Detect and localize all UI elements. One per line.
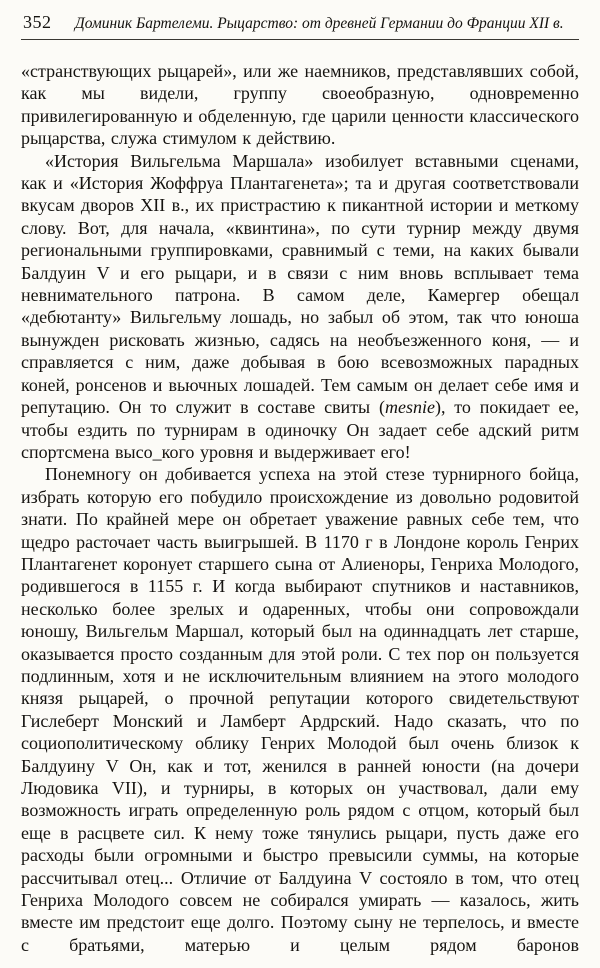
body-text — [21, 60, 579, 956]
text-run: «История Вильгельма Маршала» изобилует вставными сценами, как и «История Жоффруа Плантагенета»; та и другая соответствовали вкусам дворов XII в., их пристрастию к пикантной истории и меткому слову. Вот, для начала, «квинтина», по сути турнир между двумя региональными группировками, сравнимый с теми, на каких бывали Балдуин V и его рыцари, и в связи с ним вновь всплывает тема невнимательного патрона. В самом деле, Камергер обещал «дебютанту» Вильгельму лошадь, но забыл об этом, так что юноша вынужден рисковать жизнью, садясь на необъезженного коня, — и справляется с ним, даже добывая в бою всевозможных парадных коней, ронсенов и вьючных лошадей. Тем самым он делает себе имя и репутацию. Он то служит в составе свиты ( — [21, 150, 579, 418]
page-number: 352 — [23, 12, 52, 32]
text-run: ), то покидает ее, чтобы ездить по турнирам в одиночку Он задает себе адский ритм спортсмена высо_кого уровня и выдерживает его! — [21, 397, 579, 462]
text-run: Понемногу он добивается успеха на этой стезе турнирного бойца, избрать которую его побудило происхождение из довольно родовитой знати. По крайней мере он обретает уважение равных себе тем, что щедро расточает часть выигрышей. В 1170 г в Лондоне король Генрих Плантагенет коронует старшего сына от Алиеноры, Генриха Молодого, родившегося в 1155 г. И когда выбирают спутников и наставников, несколько более зрелых и одаренных, чтобы они сопровождали юношу, Вильгельм Маршал, который был на одиннадцать лет старше, оказывается просто созданным для этой роли. С тех пор он пользуется подлинным, хотя и не исключительным влиянием на этого молодого князя рыцарей, о прочной репутации которого свидетельствуют Гислеберт Монский и Ламберт Ардрский. Надо сказать, что по социополитическому облику Генрих Молодой был очень близок к Балдуину V Он, как и тот, женился в ранней юности (на дочери Людовика VII), и турниры, в которых он участвовал, дали ему возможность играть определенную роль рядом с отцом, который был еще в расцвете сил. К нему тоже тянулись рыцари, пусть даже его расходы были огромными и быстро превысили суммы, на которые рассчитывал отец... Отличие от Балдуина V состояло в том, что отец Генриха Молодого совсем не собирался умирать — казалось, жить вместе им предстоит еще долго. Поэтому сыну не терпелось, и вместе с братьями, матерью и целым рядом баронов — [21, 464, 579, 955]
text-run: «странствующих рыцарей», или же наемников, представлявших собой, как мы видели, группу своеобразную, одновременно привилегированную и обделенную, где царили ценности классического рыцарства, служа стимулом к действию. — [21, 61, 579, 149]
paragraph — [21, 60, 579, 150]
paragraph — [21, 463, 579, 956]
header-rule — [21, 39, 579, 40]
paragraph — [21, 150, 579, 464]
page-header — [21, 10, 579, 39]
running-title: Доминик Бартелеми. Рыцарство: от древней Германии до Франции XII в. — [74, 15, 564, 32]
italic-run: mesnie — [384, 397, 435, 418]
